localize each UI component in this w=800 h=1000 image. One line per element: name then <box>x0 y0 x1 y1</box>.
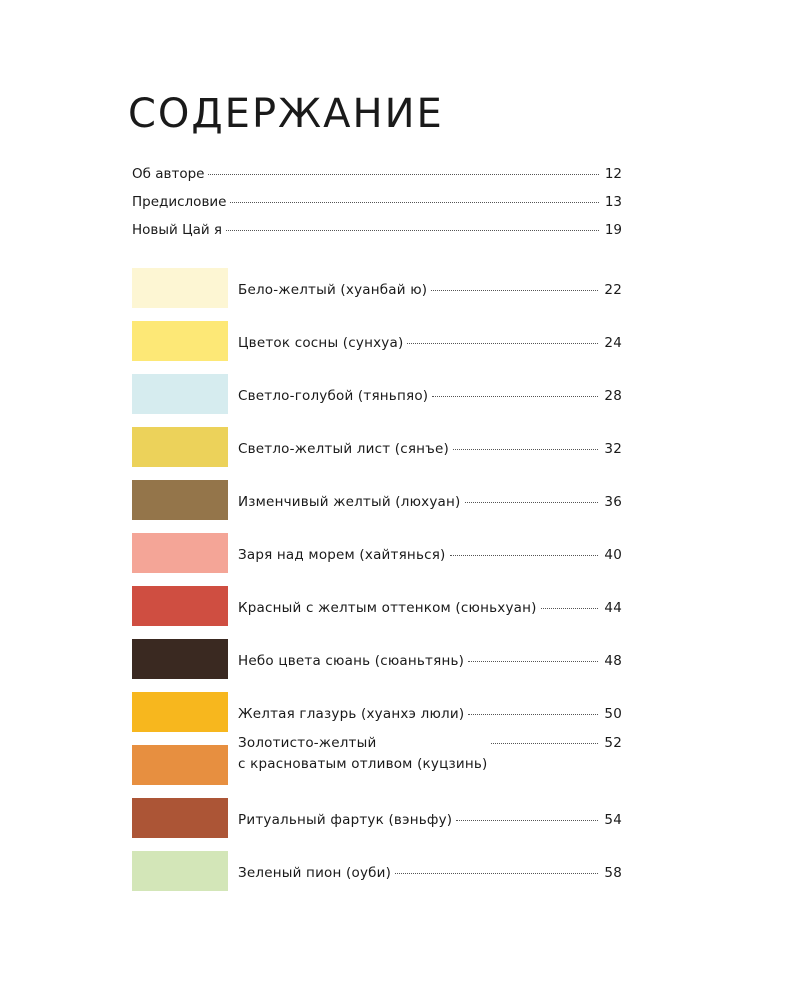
toc-row-color-5[interactable] <box>132 480 622 520</box>
dot-leader <box>432 396 598 397</box>
toc-page-number: 58 <box>604 865 622 881</box>
plain-toc-list <box>132 166 622 250</box>
toc-page-number: 12 <box>604 166 622 182</box>
toc-label: Небо цвета сюань (сюаньтянь) <box>238 653 465 669</box>
dot-leader <box>453 449 598 450</box>
color-swatch <box>132 745 228 785</box>
page-title: СОДЕРЖАНИЕ <box>128 91 444 137</box>
toc-page-number: 28 <box>604 388 622 404</box>
color-swatch <box>132 533 228 573</box>
toc-label: Ритуальный фартук (вэньфу) <box>238 812 453 828</box>
toc-row-color-1[interactable] <box>132 268 622 308</box>
dot-leader <box>407 343 598 344</box>
toc-label: Цветок сосны (сунхуа) <box>238 335 404 351</box>
color-swatch <box>132 480 228 520</box>
toc-row-color-2[interactable] <box>132 321 622 361</box>
toc-label: Заря над морем (хайтянься) <box>238 547 446 563</box>
toc-row-color-10[interactable] <box>132 735 622 785</box>
toc-row-about-author[interactable] <box>132 166 622 194</box>
color-swatch <box>132 586 228 626</box>
toc-page-number: 50 <box>604 706 622 722</box>
dot-leader <box>491 743 598 744</box>
toc-page-number: 24 <box>604 335 622 351</box>
color-swatch <box>132 427 228 467</box>
color-swatch <box>132 374 228 414</box>
toc-label-line-1: Золотисто-желтый <box>238 735 377 751</box>
toc-label: Светло-голубой (тяньпяо) <box>238 388 429 404</box>
toc-row-color-3[interactable] <box>132 374 622 414</box>
toc-label: Желтая глазурь (хуанхэ люли) <box>238 706 465 722</box>
toc-page-number: 36 <box>604 494 622 510</box>
toc-label: Предисловие <box>132 194 227 210</box>
dot-leader <box>230 202 598 203</box>
toc-page-number: 48 <box>604 653 622 669</box>
toc-label: Новый Цай я <box>132 222 223 238</box>
toc-label: Зеленый пион (оуби) <box>238 865 392 881</box>
toc-row-new-tsai[interactable] <box>132 222 622 250</box>
dot-leader <box>395 873 598 874</box>
toc-label-line-2: с красноватым отливом (куцзинь) <box>238 756 488 772</box>
toc-page-number: 22 <box>604 282 622 298</box>
toc-page-number: 19 <box>604 222 622 238</box>
toc-row-color-4[interactable] <box>132 427 622 467</box>
toc-label: Изменчивый желтый (люхуан) <box>238 494 461 510</box>
toc-label: Светло-желтый лист (сянъе) <box>238 441 449 457</box>
toc-page-number: 52 <box>604 735 622 751</box>
color-swatch <box>132 851 228 891</box>
dot-leader <box>456 820 598 821</box>
dot-leader <box>468 661 598 662</box>
color-swatch <box>132 268 228 308</box>
toc-row-color-9[interactable] <box>132 692 622 732</box>
dot-leader <box>208 174 598 175</box>
color-swatch <box>132 639 228 679</box>
toc-label: Красный с желтым оттенком (сюньхуан) <box>238 600 537 616</box>
dot-leader <box>431 290 598 291</box>
toc-page-number: 32 <box>604 441 622 457</box>
toc-label: Об авторе <box>132 166 205 182</box>
toc-label: Бело-желтый (хуанбай ю) <box>238 282 428 298</box>
toc-label <box>238 733 487 775</box>
toc-page-number: 54 <box>604 812 622 828</box>
toc-page-number: 44 <box>604 600 622 616</box>
color-swatch <box>132 692 228 732</box>
toc-row-color-11[interactable] <box>132 798 622 838</box>
dot-leader <box>465 502 599 503</box>
dot-leader <box>541 608 599 609</box>
toc-row-color-12[interactable] <box>132 851 622 891</box>
dot-leader <box>450 555 599 556</box>
color-swatch <box>132 321 228 361</box>
toc-row-color-8[interactable] <box>132 639 622 679</box>
color-swatch <box>132 798 228 838</box>
toc-page-number: 13 <box>604 194 622 210</box>
dot-leader <box>468 714 598 715</box>
toc-row-color-6[interactable] <box>132 533 622 573</box>
toc-row-color-7[interactable] <box>132 586 622 626</box>
toc-row-preface[interactable] <box>132 194 622 222</box>
toc-page-number: 40 <box>604 547 622 563</box>
dot-leader <box>226 230 599 231</box>
